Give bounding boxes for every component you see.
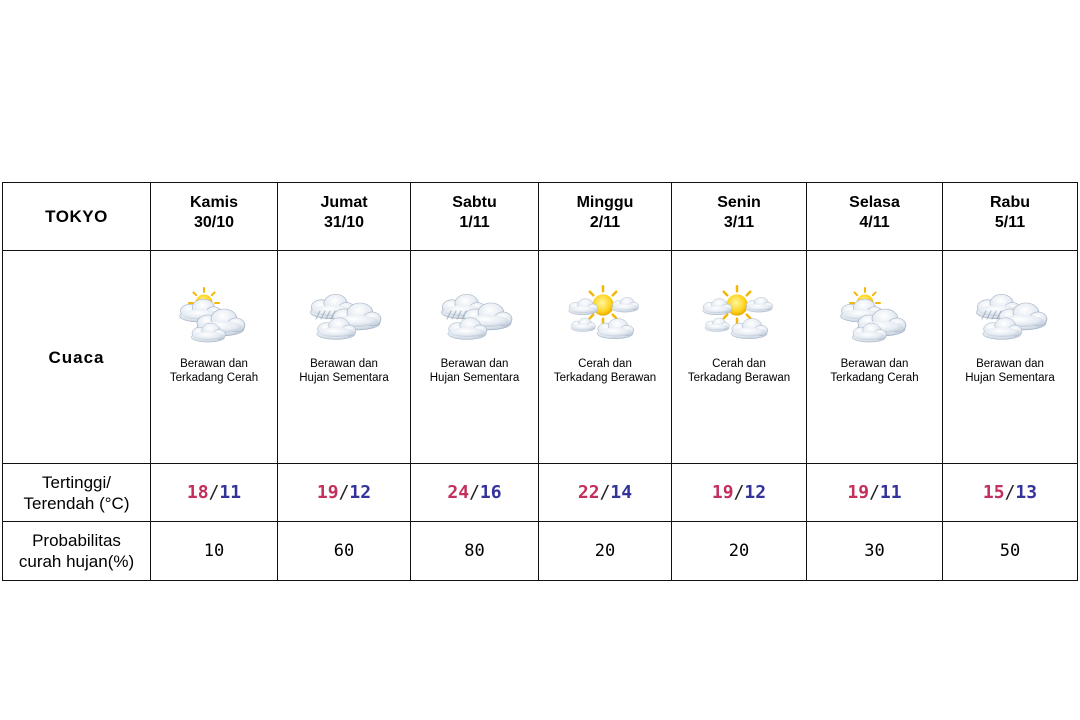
weather-cell xyxy=(151,251,278,464)
rain-probability-value: 60 xyxy=(333,541,355,561)
temperature-value xyxy=(187,482,241,503)
weather-description xyxy=(807,357,942,385)
temperature-separator: / xyxy=(208,482,220,503)
weather-description-line2: Hujan Sementara xyxy=(299,372,389,384)
cloudy-partly-sunny-icon xyxy=(829,285,921,345)
rain-probability-cell xyxy=(539,522,672,581)
day-name: Selasa xyxy=(849,194,900,211)
weather-description-line2: Terkadang Berawan xyxy=(687,372,791,384)
day-name: Kamis xyxy=(189,194,239,211)
temperature-value xyxy=(983,482,1037,503)
rain-probability-value: 20 xyxy=(594,541,616,561)
rain-probability-cell xyxy=(411,522,539,581)
low-temperature: 13 xyxy=(1015,482,1038,503)
high-temperature: 18 xyxy=(186,482,209,503)
high-temperature: 24 xyxy=(447,482,470,503)
weather-description-line2: Hujan Sementara xyxy=(429,372,520,384)
rain-probability-value: 80 xyxy=(464,541,485,561)
day-name: Rabu xyxy=(990,194,1030,211)
rain-probability-value: 30 xyxy=(864,541,885,561)
low-temperature: 16 xyxy=(479,482,502,503)
day-date: 4/11 xyxy=(859,214,890,231)
weather-description-line2: Terkadang Cerah xyxy=(830,372,919,384)
high-temperature: 22 xyxy=(577,482,600,503)
day-header-cell xyxy=(151,183,278,251)
weather-description-line1: Berawan dan xyxy=(180,358,248,370)
cloudy-rain-icon xyxy=(298,285,390,345)
cloudy-partly-sunny-icon xyxy=(168,285,260,345)
temperature-cell xyxy=(151,464,278,522)
rain-probability-cell xyxy=(807,522,943,581)
day-name: Jumat xyxy=(320,194,368,211)
temperature-cell xyxy=(539,464,672,522)
rain-probability-value: 20 xyxy=(728,541,750,561)
day-name: Minggu xyxy=(576,194,634,211)
day-header-cell xyxy=(943,183,1078,251)
weather-description xyxy=(672,357,806,385)
temperature-value xyxy=(712,482,766,503)
rain-probability-cell xyxy=(151,522,278,581)
day-header-cell xyxy=(411,183,539,251)
rain-probability-cell xyxy=(278,522,411,581)
weather-row xyxy=(3,251,1078,464)
weather-description xyxy=(278,357,410,385)
weather-description xyxy=(151,357,277,385)
temperature-cell xyxy=(411,464,539,522)
city-name: TOKYO xyxy=(45,206,108,226)
temperature-label-line1: Tertinggi/ xyxy=(42,472,111,492)
rain-label-line1: Probabilitas xyxy=(32,531,121,550)
weather-cell xyxy=(672,251,807,464)
rain-label-cell xyxy=(3,522,151,581)
temperature-cell xyxy=(278,464,411,522)
temperature-separator: / xyxy=(1004,482,1016,503)
temperature-separator: / xyxy=(733,482,745,503)
temperature-row xyxy=(3,464,1078,522)
low-temperature: 11 xyxy=(879,482,902,503)
day-date: 30/10 xyxy=(193,214,235,231)
weather-cell xyxy=(411,251,539,464)
weather-description-line1: Cerah dan xyxy=(712,358,766,370)
temperature-separator: / xyxy=(599,482,611,503)
high-temperature: 15 xyxy=(982,482,1005,503)
temperature-separator: / xyxy=(869,482,880,503)
day-name: Senin xyxy=(717,194,761,211)
temperature-separator: / xyxy=(338,482,350,503)
rain-probability-cell xyxy=(943,522,1078,581)
weather-description-line1: Berawan dan xyxy=(840,358,909,370)
day-date: 1/11 xyxy=(459,214,490,231)
weather-description-line1: Berawan dan xyxy=(976,358,1044,370)
low-temperature: 12 xyxy=(349,482,372,503)
city-cell xyxy=(3,183,151,251)
day-header-cell xyxy=(278,183,411,251)
weather-description-line1: Berawan dan xyxy=(440,358,509,370)
temperature-separator: / xyxy=(469,482,480,503)
weather-cell xyxy=(943,251,1078,464)
high-temperature: 19 xyxy=(316,482,339,503)
weather-cell xyxy=(807,251,943,464)
day-date: 5/11 xyxy=(994,214,1026,231)
day-header-cell xyxy=(672,183,807,251)
weather-description-line2: Terkadang Berawan xyxy=(553,372,657,384)
weather-description-line2: Hujan Sementara xyxy=(965,372,1055,384)
temperature-cell xyxy=(672,464,807,522)
day-date: 31/10 xyxy=(323,214,365,231)
rain-probability-row xyxy=(3,522,1078,581)
weather-cell xyxy=(539,251,672,464)
sunny-partly-cloudy-icon xyxy=(559,285,651,345)
temperature-value xyxy=(847,482,901,503)
low-temperature: 14 xyxy=(610,482,633,503)
rain-probability-cell xyxy=(672,522,807,581)
weather-description xyxy=(411,357,538,385)
weather-description-line1: Berawan dan xyxy=(310,358,378,370)
weather-label-cell xyxy=(3,251,151,464)
weather-label: Cuaca xyxy=(48,347,105,367)
cloudy-rain-icon xyxy=(964,285,1056,345)
weather-forecast-table xyxy=(2,182,1078,581)
header-row xyxy=(3,183,1078,251)
weather-description-line1: Cerah dan xyxy=(578,358,632,370)
sunny-partly-cloudy-icon xyxy=(693,285,785,345)
high-temperature: 19 xyxy=(847,482,870,503)
day-header-cell xyxy=(539,183,672,251)
temperature-value xyxy=(447,482,501,503)
temperature-label-cell xyxy=(3,464,151,522)
weather-description-line2: Terkadang Cerah xyxy=(169,372,259,384)
weather-cell xyxy=(278,251,411,464)
weather-description xyxy=(539,357,671,385)
temperature-cell xyxy=(807,464,943,522)
low-temperature: 12 xyxy=(744,482,767,503)
temperature-label-line2: Terendah (°C) xyxy=(23,493,130,513)
day-date: 2/11 xyxy=(589,214,621,231)
rain-probability-value: 50 xyxy=(999,541,1021,561)
day-name: Sabtu xyxy=(452,194,497,211)
cloudy-rain-icon xyxy=(429,285,521,345)
rain-probability-value: 10 xyxy=(203,541,225,561)
temperature-value xyxy=(317,482,371,503)
weather-description xyxy=(943,357,1077,385)
temperature-cell xyxy=(943,464,1078,522)
temperature-value xyxy=(578,482,632,503)
day-header-cell xyxy=(807,183,943,251)
rain-label-line2: curah hujan(%) xyxy=(18,552,135,571)
low-temperature: 11 xyxy=(219,482,242,503)
high-temperature: 19 xyxy=(711,482,734,503)
day-date: 3/11 xyxy=(723,214,755,231)
